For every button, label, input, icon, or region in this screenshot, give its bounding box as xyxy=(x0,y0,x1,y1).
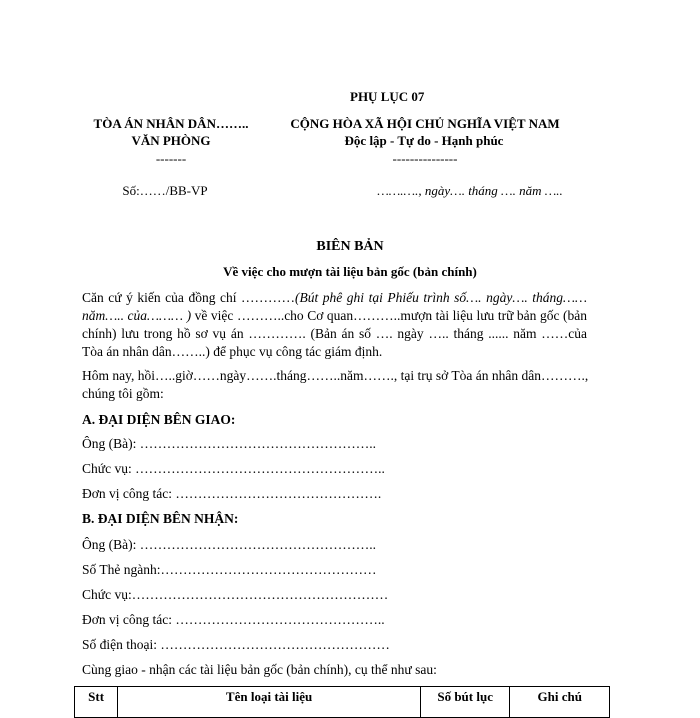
col-header-page-number: Số bút lục xyxy=(420,687,510,718)
basis-text-1: Căn cứ ý kiến của đồng chí ………… xyxy=(82,290,295,305)
basis-paragraph xyxy=(82,289,587,361)
basis-text-2: (Bút phê ghi tại Phiếu trình số…. ngày…. tháng…… năm….. của……… ) xyxy=(82,290,587,323)
section-b-position-field: Chức vụ:………………………………………………… xyxy=(82,587,389,602)
document-subtitle: Về việc cho mượn tài liệu bản gốc (bản chính) xyxy=(223,264,477,279)
section-a-heading: A. ĐẠI DIỆN BÊN GIAO: xyxy=(82,412,236,427)
section-b-unit-field: Đơn vị công tác: ……………………………………….. xyxy=(82,612,385,627)
left-divider: ------- xyxy=(155,151,187,166)
meeting-line-2: chúng tôi gồm: xyxy=(82,386,164,401)
place-date: …….…., ngày…. tháng …. năm ….. xyxy=(377,183,563,198)
section-b-name-field: Ông (Bà): …………………………………………….. xyxy=(82,537,376,552)
country-name: CỘNG HÒA XÃ HỘI CHỦ NGHĨA VIỆT NAM xyxy=(290,116,560,131)
court-name: TÒA ÁN NHÂN DÂN…….. xyxy=(93,116,249,131)
document-title: BIÊN BẢN xyxy=(316,239,384,254)
basis-text-3: về việc ………..cho Cơ quan………..mượn tài liệu lưu trữ bản gốc (bản chính) lưu trong hồ sơ vụ án …………. (Bản án số …. ngày ….. tháng ...... năm ……của Tòa án nhân dân……..) để phục vụ công tác giám định. xyxy=(82,308,587,359)
meeting-line: Hôm nay, hồi…..giờ……ngày…….tháng……..năm……., tại trụ sở Tòa án nhân dân………., xyxy=(82,368,589,383)
document-number: Số:……/BB-VP xyxy=(122,183,208,198)
section-a-unit-field: Đơn vị công tác: ………………………………………. xyxy=(82,486,382,501)
section-b-phone-field: Số điện thoại: …………………………………………… xyxy=(82,637,390,652)
section-a-position-field: Chức vụ: ……………………………………………….. xyxy=(82,461,385,476)
handover-intro: Cùng giao - nhận các tài liệu bản gốc (bản chính), cụ thể như sau: xyxy=(82,662,437,677)
annex-title: PHỤ LỤC 07 xyxy=(350,89,425,104)
col-header-note: Ghi chú xyxy=(510,687,610,718)
office-name: VĂN PHÒNG xyxy=(131,133,211,148)
right-divider: --------------- xyxy=(392,151,458,166)
section-b-card-field: Số Thẻ ngành:………………………………………… xyxy=(82,562,377,577)
section-b-heading: B. ĐẠI DIỆN BÊN NHẬN: xyxy=(82,511,239,526)
documents-table xyxy=(74,686,610,718)
table-header-row xyxy=(75,687,610,718)
col-header-doc-name: Tên loại tài liệu xyxy=(118,687,421,718)
national-motto: Độc lập - Tự do - Hạnh phúc xyxy=(344,133,504,148)
section-a-name-field: Ông (Bà): …………………………………………….. xyxy=(82,436,376,451)
col-header-index: Stt xyxy=(75,687,118,718)
